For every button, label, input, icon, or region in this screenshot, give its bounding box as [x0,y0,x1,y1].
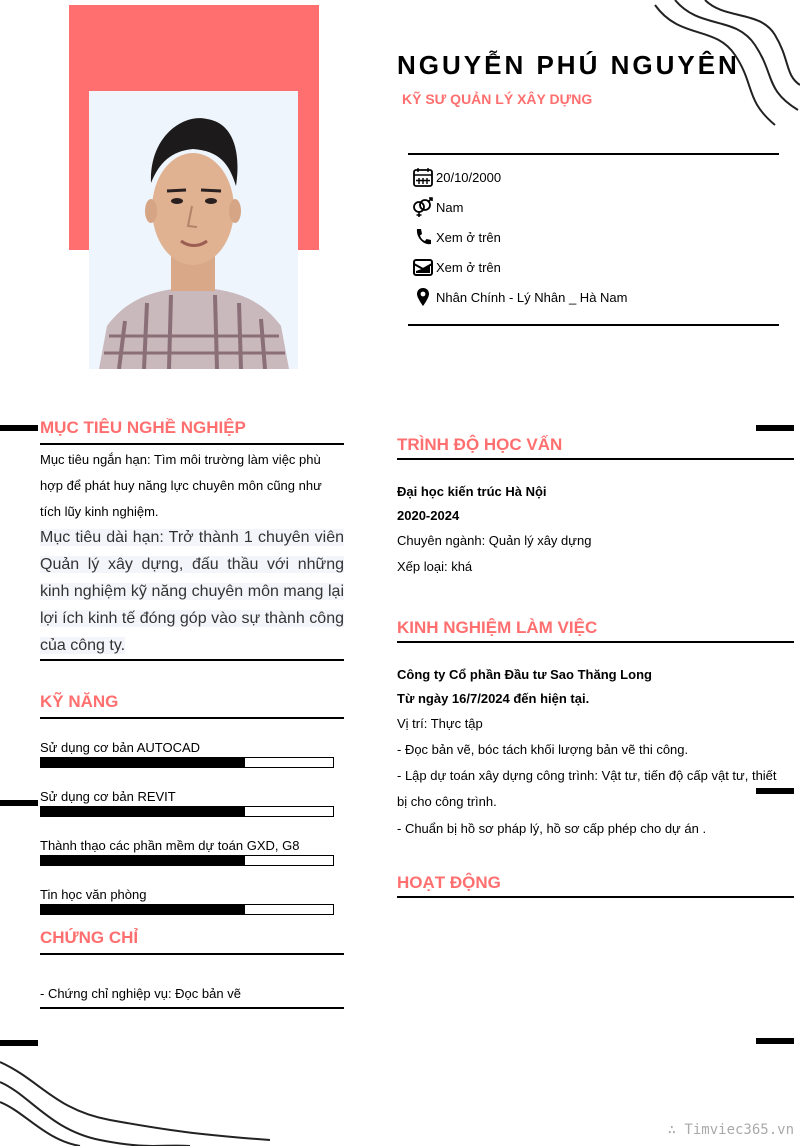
objective-rule [40,443,344,445]
info-bottom-rule [408,324,779,326]
skill-bar [40,757,334,768]
objective-title: MỤC TIÊU NGHỀ NGHIỆP [40,418,246,437]
certificates-end-rule [40,1007,344,1009]
experience-period: Từ ngày 16/7/2024 đến hiện tại. [397,691,590,706]
side-marker [0,1040,38,1046]
education-years: 2020-2024 [397,508,460,523]
info-birthdate [412,165,501,189]
certificate-item: - Chứng chỉ nghiệp vụ: Đọc bản vẽ [40,986,241,1001]
certificates-title: CHỨNG CHỈ [40,928,139,947]
profile-photo [89,91,298,369]
skill-bar [40,855,334,866]
side-marker [756,1038,794,1044]
job-title: KỸ SƯ QUẢN LÝ XÂY DỰNG [402,91,593,107]
experience-title: KINH NGHIỆM LÀM VIỆC [397,618,598,637]
address-value: Nhân Chính - Lý Nhân _ Hà Nam [436,289,628,305]
skill-bar-fill [41,758,245,767]
side-marker [0,800,38,806]
info-email [412,255,501,279]
wave-decoration-bottom [0,1040,280,1146]
education-rule [397,458,794,460]
objective-long-term-text: Mục tiêu dài hạn: Trở thành 1 chuyên viên Quản lý xây dựng, đấu thầu với những kinh nghiệm kỹ năng chuyên môn mang lại lợi ích kinh tế đóng góp vào sự thành công của công ty. [40,529,344,654]
info-gender [412,195,463,219]
info-address [412,285,627,309]
skill-bar-fill [41,856,245,865]
skills-rule [40,717,344,719]
skill-label: Sử dụng cơ bản AUTOCAD [40,740,201,755]
envelope-icon [412,256,434,278]
calendar-icon [412,166,434,188]
objective-short-term: Mục tiêu ngắn hạn: Tìm môi trường làm việc phù hợp để phát huy năng lực chuyên môn cũng như tích lũy kinh nghiệm. [40,452,322,519]
activities-rule [397,896,794,898]
skills-title: KỸ NĂNG [40,692,119,711]
email-value: Xem ở trên [436,259,501,275]
skill-bar-fill [41,807,245,816]
experience-duty: - Đọc bản vẽ, bóc tách khối lượng bản vẽ thi công. [397,742,689,757]
gender-icon [412,196,434,218]
experience-rule [397,641,794,643]
side-marker [0,425,38,431]
education-rank: Xếp loại: khá [397,559,473,574]
phone-icon [412,226,434,248]
skill-bar [40,904,334,915]
education-major: Chuyên ngành: Quản lý xây dựng [397,533,592,548]
skill-bar-fill [41,905,245,914]
candidate-name: NGUYỄN PHÚ NGUYÊN [397,50,740,80]
phone-value: Xem ở trên [436,229,501,245]
experience-duty: - Chuẩn bị hồ sơ pháp lý, hồ sơ cấp phép cho dự án . [397,821,707,836]
watermark: ∴ Timviec365.vn [667,1122,794,1138]
skill-label: Tin học văn phòng [40,887,147,902]
certificates-rule [40,953,344,955]
info-top-rule [408,153,779,155]
skill-label: Sử dụng cơ bản REVIT [40,789,176,804]
education-title: TRÌNH ĐỘ HỌC VẤN [397,435,563,454]
info-phone [412,225,501,249]
experience-company: Công ty Cổ phần Đầu tư Sao Thăng Long [397,667,652,682]
skill-bar [40,806,334,817]
objective-end-rule [40,659,344,661]
gender-value: Nam [436,199,464,215]
side-marker [756,425,794,431]
experience-position: Vị trí: Thực tập [397,716,483,731]
birthdate-value: 20/10/2000 [436,169,502,185]
education-school: Đại học kiến trúc Hà Nội [397,484,547,499]
skill-label: Thành thạo các phần mềm dự toán GXD, G8 [40,838,300,853]
objective-long-term [40,524,344,659]
location-pin-icon [412,286,434,308]
activities-title: HOẠT ĐỘNG [397,873,501,892]
experience-duty: - Lập dự toán xây dựng công trình: Vật tư, tiến độ cấp vật tư, thiết bị cho công trình. [397,768,777,809]
